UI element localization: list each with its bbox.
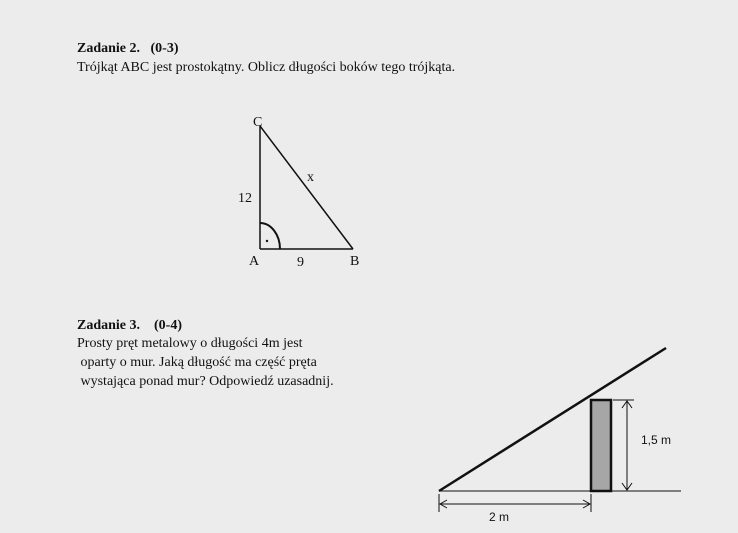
metal-rod	[439, 348, 666, 491]
ground-distance-label: 2 m	[489, 510, 510, 524]
task2-points: (0-3)	[150, 41, 179, 56]
right-triangle-figure	[238, 115, 359, 270]
vertex-b-label: B	[350, 254, 360, 269]
task2-label: Zadanie 2.	[77, 41, 141, 56]
right-angle-arc	[260, 223, 280, 249]
side-ac-length: 12	[238, 191, 252, 206]
side-ab-length: 9	[297, 255, 304, 270]
task3-text-line-2: oparty o mur. Jaką długość ma część pręta	[77, 355, 317, 370]
side-bc-length: x	[307, 170, 314, 185]
vertex-a-label: A	[249, 254, 260, 269]
task3-text-line-3: wystająca ponad mur? Odpowiedź uzasadnij.	[77, 374, 334, 389]
task3-points: (0-4)	[154, 318, 183, 333]
rod-wall-figure	[439, 348, 681, 524]
task3-text-line-1: Prosty pręt metalowy o długości 4m jest	[77, 336, 303, 351]
task2-text: Trójkąt ABC jest prostokątny. Oblicz długości boków tego trójkąta.	[77, 60, 456, 75]
wall	[591, 400, 611, 491]
wall-height-label: 1,5 m	[641, 433, 672, 447]
right-angle-dot	[266, 240, 268, 242]
vertex-c-label: C	[253, 115, 263, 130]
task3-label: Zadanie 3.	[77, 318, 141, 333]
